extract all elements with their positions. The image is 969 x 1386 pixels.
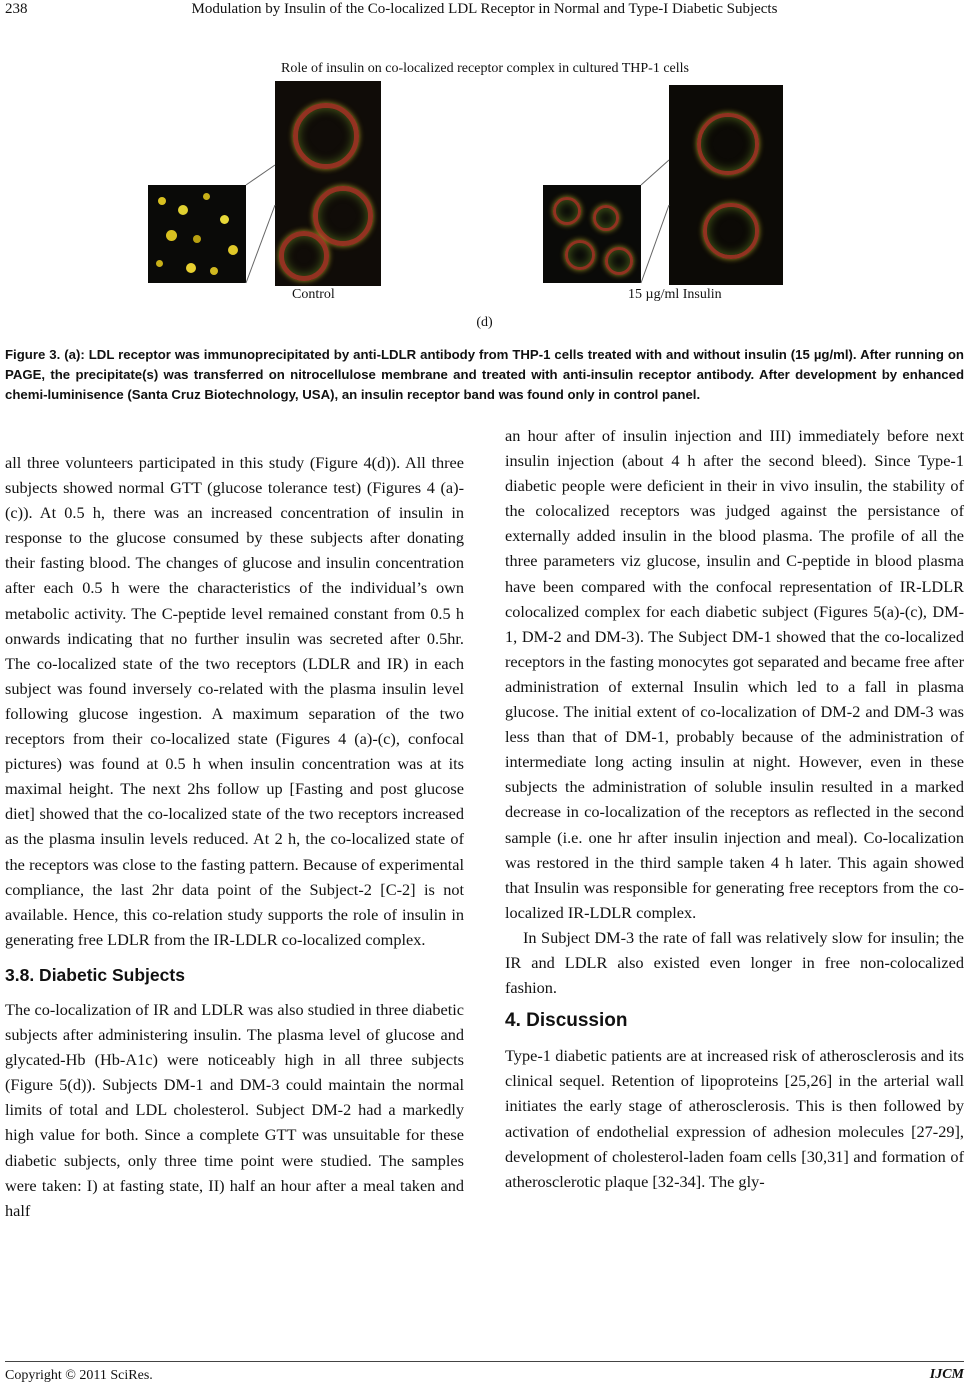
figure-3d: [135, 55, 835, 308]
insulin-label: 15 µg/ml Insulin: [628, 287, 722, 302]
paragraph: In Subject DM-3 the rate of fall was relatively slow for insulin; the IR and LDLR also existed even longer in free non-colocalized fashion.: [505, 927, 964, 998]
running-header: [0, 0, 969, 22]
panel-letter: (d): [476, 315, 493, 330]
running-title: Modulation by Insulin of the Co-localized LDL Receptor in Normal and Type-I Diabetic Subjects: [191, 1, 778, 17]
right-column: [505, 423, 964, 1194]
paragraph: all three volunteers participated in this study (Figure 4(d)). All three subjects showed normal GTT (glucose tolerance test) (Figures 4 (a)-(c)). At 0.5 h, there was an increased concentration of insulin in response to the glucose consumed by these subjects after donating their fasting blood. The changes of glucose and insulin concentration after each 0.5 h were the characteristics of the individual’s own metabolic activity. The C-peptide level remained constant from 0.5 h onwards indicating that no further insulin was secreted after 0.5hr. The co-localized state of the two receptors (LDLR and IR) in each subject was found inversely co-related with the plasma insulin level following glucose ingestion. A maximum separation of the two receptors from their co-localized state (Figures 4 (a)-(c), confocal pictures) was found at 0.5 h when insulin concentration was at its maximal height. The next 2hs follow up [Fasting and post glucose diet] showed that the co-localized state of the two receptors increased as the plasma insulin levels reduced. At 2 h, the co-localized state of the receptors was close to the fasting pattern. Because of experimental compliance, the last 2hr data point of the Subject-2 [C-2] is not available. Hence, this co-relation study supports the role of insulin in generating free LDLR from the IR-LDLR co-localized complex.: [5, 453, 464, 949]
figure-caption: Figure 3. (a): LDL receptor was immunoprecipitated by anti-LDLR antibody from THP-1 cells treated with and without insulin (15 µg/ml). After running on PAGE, the precipitate(s) was transferred on nitrocellulose membrane and treated with anti-insulin receptor antibody. After development by enhanced chemi-luminisence (Santa Cruz Biotechnology, USA), an insulin receptor band was found only in control panel.: [5, 347, 964, 402]
control-label: Control: [292, 287, 335, 302]
zoom-connector-lines: [135, 55, 835, 308]
copyright: Copyright © 2011 SciRes.: [5, 1368, 153, 1383]
section-heading: 4. Discussion: [505, 1010, 628, 1032]
paragraph: an hour after of insulin injection and III) immediately before next insulin injection (about 4 h after the second bleed). Since Type-1 diabetic people were deficient in their in vivo insulin, the stability of the colocalized receptors was judged against the persistance of externally added insulin in the blood plasma. The profile of all the three parameters viz glucose, insulin and C-peptide in blood plasma have been compared with the confocal representation of IR-LDLR colocalized complex for each diabetic subject (Figures 5(a)-(c), DM-1, DM-2 and DM-3). The Subject DM-1 showed that the co-localized receptors in the fasting monocytes got separated and became free after administration of external Insulin which led to a fall in plasma glucose. The initial extent of co-localization of DM-2 and DM-3 was less than that of DM-1, probably because of the administration of intermediate long acting insulin at night. However, even in these subjects the administration of soluble insulin resulted in a marked decrease in co-localization of the receptors as reflected in the second sample (i.e. one hr after insulin injection and meal). Co-localization was restored in the third sample taken 4 h later. This again showed that Insulin was responsible for generating free receptors from the co-localized IR-LDLR complex.: [505, 426, 964, 922]
journal-name: IJCM: [929, 1367, 964, 1382]
footer-rule: [5, 1361, 964, 1362]
paragraph: The co-localization of IR and LDLR was also studied in three diabetic subjects after administering insulin. The plasma level of glucose and glycated-Hb (Hb-A1c) were noticeably high in all three subjects (Figure 5(d)). Subjects DM-1 and DM-3 could maintain the normal limits of total and LDL cholesterol. Subject DM-2 had a markedly high value for both. Since a complete GTT was unsuitable for these diabetic subjects, only three time point were studied. The samples were taken: I) at fasting state, II) half an hour after a meal taken and half: [5, 999, 464, 1220]
paragraph: Type-1 diabetic patients are at increased risk of atherosclerosis and its clinical sequel. Retention of lipoproteins [25,26] in the arterial wall initiates the early stage of atherosclerosis. This is then followed by activation of endothelial expression of adhesion molecules [27-29], development of cholesterol-laden foam cells [30,31] and formation of atherosclerotic plaque [32-34]. The gly-: [505, 1046, 964, 1191]
figure-title: Role of insulin on co-localized receptor complex in cultured THP-1 cells: [281, 61, 689, 76]
section-heading: 3.8. Diabetic Subjects: [5, 964, 185, 985]
page-number: 238: [5, 1, 28, 17]
left-column: [5, 450, 464, 1223]
